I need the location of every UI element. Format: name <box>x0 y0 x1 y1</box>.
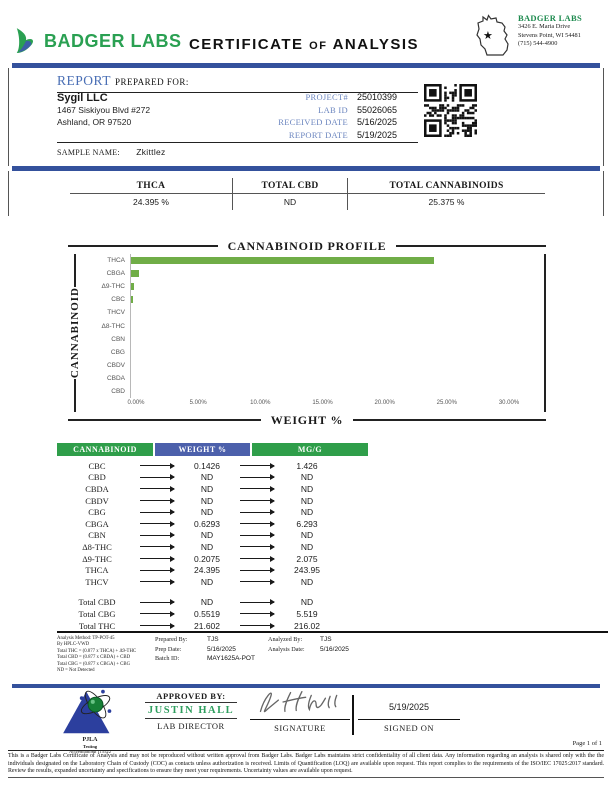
report-meta-row <box>180 105 418 118</box>
chart-row <box>86 346 544 359</box>
report-meta-row <box>180 117 418 130</box>
column-header-mgg: MG/G <box>252 443 368 456</box>
arrow-icon <box>140 477 174 478</box>
meta-label: LAB ID <box>318 104 348 115</box>
arrow-icon <box>140 465 174 466</box>
weight-value: ND <box>200 541 214 552</box>
analysis-note-line: Analysis Method: TP-POT-45 <box>57 636 115 641</box>
accreditation-type: Testing <box>82 743 98 749</box>
chart-border-line <box>396 245 546 247</box>
chart-y-axis <box>68 254 86 412</box>
footer-rule <box>8 777 604 778</box>
pjla-accreditation-logo <box>60 687 120 737</box>
arrow-icon <box>140 602 174 603</box>
results-row <box>57 506 368 518</box>
weight-value: ND <box>200 483 214 494</box>
meta-value: 25010399 <box>357 92 398 102</box>
results-row <box>57 541 368 553</box>
summary-table <box>70 178 545 210</box>
chart-x-tick: 5.00% <box>189 400 207 407</box>
chart-x-axis-label: WEIGHT % <box>270 412 344 427</box>
chart-title: CANNABINOID PROFILE <box>227 238 387 253</box>
chart-category-label: CBDA <box>106 374 125 382</box>
cannabinoid-name: Total CBG <box>78 608 116 619</box>
report-meta-row <box>180 92 418 105</box>
signature-line <box>250 719 350 720</box>
chart-bar-area <box>130 359 544 372</box>
chart-x-tick: 10.00% <box>250 400 271 407</box>
chart-bar-area <box>130 254 544 267</box>
badger-icon <box>14 27 38 55</box>
analysis-date-label: Analysis Date: <box>268 645 305 653</box>
page-number: Page 1 of 1 <box>572 740 602 747</box>
chart-y-axis-label: CANNABINOID <box>69 287 81 379</box>
lab-address-line: Stevens Point, WI 54481 <box>518 31 581 39</box>
weight-value: ND <box>200 472 214 483</box>
weight-value: 0.1426 <box>194 460 220 471</box>
analysis-note-line: ND = Not Detected <box>57 668 95 674</box>
cannabinoid-name: CBDV <box>85 495 109 506</box>
accreditation-org: PJLA <box>82 737 98 743</box>
logo-text: BADGER LABS <box>44 30 182 51</box>
arrow-icon <box>240 613 274 614</box>
summary-value: 24.395 % <box>133 197 169 207</box>
results-row <box>57 472 368 484</box>
cannabinoid-name: CBGA <box>85 518 109 529</box>
chart-bar <box>131 257 434 264</box>
mgg-value: ND <box>300 507 314 518</box>
report-label: REPORT <box>57 73 111 88</box>
results-row <box>57 576 368 588</box>
chart-bar-area <box>130 372 544 385</box>
weight-value: 21.602 <box>194 620 220 631</box>
lab-name: BADGER LABS <box>518 13 582 23</box>
signed-on-label: SIGNED ON <box>383 723 435 733</box>
summary-header: THCA <box>70 178 232 194</box>
chart-bar-area <box>130 346 544 359</box>
approval-block <box>145 691 237 731</box>
chart-bar-area <box>130 267 544 280</box>
arrow-icon <box>240 602 274 603</box>
chart-row <box>86 306 544 319</box>
divider-line <box>57 142 418 143</box>
arrow-icon <box>240 488 274 489</box>
client-address-line: Ashland, OR 97520 <box>57 117 132 128</box>
report-section-header <box>57 72 418 93</box>
summary-value: 25.375 % <box>428 197 465 207</box>
chart-bar <box>131 283 134 290</box>
cannabinoid-name: Total CBD <box>78 597 116 608</box>
chart-row <box>86 333 544 346</box>
signed-on-line <box>358 719 460 720</box>
sample-name-row <box>57 147 166 157</box>
chart-border-line <box>74 379 76 412</box>
arrow-icon <box>140 558 174 559</box>
chart-bar-area <box>130 280 544 293</box>
chart-border-line <box>68 245 218 247</box>
sample-name-value: Zkittlez <box>136 147 166 157</box>
arrow-icon <box>140 546 174 547</box>
arrow-icon <box>240 465 274 466</box>
prepared-by-value: TJS <box>207 636 219 643</box>
arrow-icon <box>140 570 174 571</box>
arrow-icon <box>240 570 274 571</box>
results-row <box>57 518 368 530</box>
lab-phone: (715) 544-4900 <box>518 40 558 47</box>
signed-on-date: 5/19/2025 <box>388 702 430 712</box>
analysis-note-line: Total THC = (0.877 x THCA) + Δ9-THC <box>57 648 137 654</box>
title-word: ANALYSIS <box>332 36 420 53</box>
results-row <box>57 553 368 565</box>
badger-labs-logo <box>14 27 182 55</box>
chart-category-label: CBG <box>110 348 125 356</box>
divider-bar <box>12 166 600 171</box>
weight-value: 0.2075 <box>194 553 220 564</box>
accreditation-number: Accreditation# 115522 <box>68 749 112 755</box>
cannabinoid-name: CBN <box>88 530 106 541</box>
page-title <box>168 36 440 53</box>
chart-x-tick: 30.00% <box>498 400 520 407</box>
client-name: Sygil LLC <box>57 92 108 104</box>
analyzed-by-value: TJS <box>320 636 332 643</box>
client-address-line: 1467 Siskiyou Blvd #272 <box>57 105 151 115</box>
arrow-icon <box>140 535 174 536</box>
arrow-icon <box>140 523 174 524</box>
chart-row <box>86 372 544 385</box>
results-row <box>57 495 368 507</box>
weight-value: 0.6293 <box>194 518 220 529</box>
chart-row <box>86 267 544 280</box>
chart-title-row <box>68 238 546 254</box>
chart-category-label: CBGA <box>106 270 125 278</box>
qr-code <box>424 84 477 137</box>
chart-row <box>86 385 544 398</box>
chart-category-label: Δ9-THC <box>101 283 125 291</box>
mgg-value: ND <box>300 541 314 552</box>
analysis-note-line: By HPLC-VWD <box>57 642 90 648</box>
arrow-icon <box>240 558 274 559</box>
chart-row <box>86 359 544 372</box>
arrow-icon <box>140 581 174 582</box>
weight-value: ND <box>200 597 214 608</box>
chart-row <box>86 293 544 306</box>
client-block <box>57 92 150 129</box>
analysis-info <box>268 636 418 655</box>
prep-date-value: 5/16/2025 <box>207 645 236 653</box>
chart-category-label: CBD <box>111 387 125 395</box>
report-meta-block <box>180 92 418 142</box>
chart-category-label: CBC <box>111 296 125 304</box>
mgg-value: ND <box>300 495 314 506</box>
results-row <box>57 608 368 620</box>
weight-value: 24.395 <box>194 565 220 576</box>
meta-label: RECEIVED DATE <box>278 117 348 127</box>
results-row <box>57 564 368 576</box>
approved-by-label: APPROVED BY: <box>145 691 237 703</box>
chart-bar-area <box>130 385 544 398</box>
chart-bar-area <box>130 293 544 306</box>
analysis-note-line: Total CBG = (0.877 x CBGA) + CBG <box>57 661 131 667</box>
chart-x-ticks <box>127 398 544 412</box>
chart-x-tick: 20.00% <box>374 400 395 407</box>
summary-header: TOTAL CBD <box>233 178 347 194</box>
chart-category-label: THCA <box>107 257 125 265</box>
mgg-value: 216.02 <box>294 620 320 631</box>
results-rows <box>57 460 368 588</box>
mgg-value: 6.293 <box>296 518 318 529</box>
arrow-icon <box>240 546 274 547</box>
chart-bar <box>131 270 139 277</box>
vertical-divider <box>352 695 354 735</box>
meta-value: 5/16/2025 <box>357 117 398 127</box>
mgg-value: 5.519 <box>296 608 318 619</box>
title-of: OF <box>309 40 328 52</box>
chart-row <box>86 319 544 332</box>
mgg-value: ND <box>300 576 314 587</box>
footer-rule <box>8 750 604 751</box>
weight-value: 0.5519 <box>194 608 220 619</box>
report-meta-row <box>180 130 418 143</box>
column-header-cannabinoid: CANNABINOID <box>57 443 153 456</box>
summary-column <box>70 178 232 210</box>
results-table <box>57 443 368 631</box>
title-word: CERTIFICATE <box>188 36 304 53</box>
chart-bar-area <box>130 306 544 319</box>
mgg-value: 1.426 <box>296 460 318 471</box>
chart-x-axis-row <box>68 412 546 428</box>
chart-border-line <box>353 419 546 421</box>
lab-address-card <box>474 13 582 59</box>
results-row <box>57 483 368 495</box>
chart-category-label: Δ8-THC <box>101 322 125 330</box>
results-row <box>57 530 368 542</box>
cannabinoid-name: Δ8-THC <box>82 541 112 552</box>
chart-bar <box>131 296 133 303</box>
accreditation-text <box>48 737 132 754</box>
cannabinoid-name: CBD <box>88 472 106 483</box>
results-row <box>57 460 368 472</box>
meta-value: 5/19/2025 <box>357 129 398 140</box>
results-row <box>57 597 368 609</box>
prep-date-label: Prep Date: <box>155 645 182 653</box>
summary-value: ND <box>283 197 297 207</box>
cannabinoid-name: Total THC <box>78 620 116 631</box>
approver-name: JUSTIN HALL <box>145 703 237 719</box>
weight-value: ND <box>200 530 214 541</box>
chart-row <box>86 254 544 267</box>
summary-header: TOTAL CANNABINOIDS <box>348 178 545 194</box>
lab-address-line: 3426 E. Maria Drive <box>518 23 571 30</box>
mgg-value: ND <box>300 483 314 494</box>
arrow-icon <box>240 512 274 513</box>
chart-x-tick: 15.00% <box>312 400 333 407</box>
chart-right-border <box>544 254 546 412</box>
cannabinoid-name: CBC <box>88 460 106 471</box>
mgg-value: 243.95 <box>294 565 320 576</box>
chart-body <box>68 254 546 412</box>
analysis-date-value: 5/16/2025 <box>320 645 349 653</box>
weight-value: ND <box>200 507 214 518</box>
arrow-icon <box>140 488 174 489</box>
weight-value: ND <box>200 495 214 506</box>
analysis-note-line: Total CBD = (0.877 x CBDA) + CBD <box>57 655 131 661</box>
signature-label: SIGNATURE <box>274 723 326 733</box>
arrow-icon <box>140 500 174 501</box>
approver-title: LAB DIRECTOR <box>157 721 225 731</box>
chart-row <box>86 280 544 293</box>
mgg-value: ND <box>300 597 314 608</box>
results-total-rows <box>57 597 368 632</box>
arrow-icon <box>140 613 174 614</box>
mgg-value: ND <box>300 530 314 541</box>
chart-bar-area <box>130 333 544 346</box>
arrow-icon <box>240 581 274 582</box>
wisconsin-map-icon <box>474 13 514 59</box>
disclaimer-text: This is a Badger Labs Certificate of Analysis and may not be reproduced without written approval from Badger Labs. Badger Labs maintains strict confidentiality of all client data. Any information regarding an analysis is shared only with the the individuals designated on the Laboratory Chain of Custody (COC) as contacts unless authorization is received. Limits of Quantification (LOQ) are available upon request. This report complies to the requirements of the ISO/IEC 17025:2017 standard. Review the results, expanded uncertainty and specifications to ensure they meet your requirements. Uncertainty values are available upon request. <box>8 753 604 775</box>
summary-column <box>232 178 347 210</box>
cannabinoid-name: THCA <box>85 565 109 576</box>
arrow-icon <box>140 512 174 513</box>
meta-label: REPORT DATE <box>288 129 348 140</box>
cannabinoid-name: CBG <box>88 507 106 518</box>
cannabinoid-profile-chart <box>68 238 546 428</box>
mgg-value: ND <box>300 472 314 483</box>
chart-x-tick: 25.00% <box>436 400 457 407</box>
chart-bars <box>86 254 544 398</box>
chart-category-label: CBN <box>111 335 125 343</box>
prepared-for-label: PREPARED FOR: <box>114 77 189 87</box>
chart-category-label: CBDV <box>106 361 125 369</box>
arrow-icon <box>240 535 274 536</box>
arrow-icon <box>240 500 274 501</box>
arrow-icon <box>240 523 274 524</box>
analyzed-by-label: Analyzed By: <box>268 636 303 643</box>
column-header-weight: WEIGHT % <box>155 443 250 456</box>
arrow-icon <box>240 625 274 626</box>
batch-id-value: MAY1625A-POT <box>207 655 255 662</box>
weight-value: ND <box>200 576 214 587</box>
cannabinoid-name: Δ9-THC <box>82 553 112 564</box>
signature-image <box>252 686 348 718</box>
results-table-header <box>57 443 368 456</box>
star-icon: ★ <box>483 30 493 42</box>
batch-id-label: Batch ID: <box>155 655 180 662</box>
mgg-value: 2.075 <box>296 553 318 564</box>
chart-x-tick: 0.00% <box>127 400 145 407</box>
cannabinoid-name: CBDA <box>85 483 109 494</box>
results-row <box>57 620 368 632</box>
chart-bar-area <box>130 319 544 332</box>
sample-name-label: SAMPLE NAME: <box>57 148 120 157</box>
meta-value: 55026065 <box>357 104 398 115</box>
chart-border-line <box>74 254 76 287</box>
meta-label: PROJECT# <box>305 92 348 102</box>
chart-border-line <box>68 419 261 421</box>
chart-border-line <box>544 254 546 412</box>
chart-category-label: THCV <box>107 309 125 317</box>
cannabinoid-name: THCV <box>85 576 109 587</box>
arrow-icon <box>140 625 174 626</box>
analysis-notes <box>57 631 608 683</box>
summary-column <box>347 178 545 210</box>
chart-plot-area <box>86 254 544 412</box>
arrow-icon <box>240 477 274 478</box>
prepared-by-label: Prepared By: <box>155 636 188 643</box>
